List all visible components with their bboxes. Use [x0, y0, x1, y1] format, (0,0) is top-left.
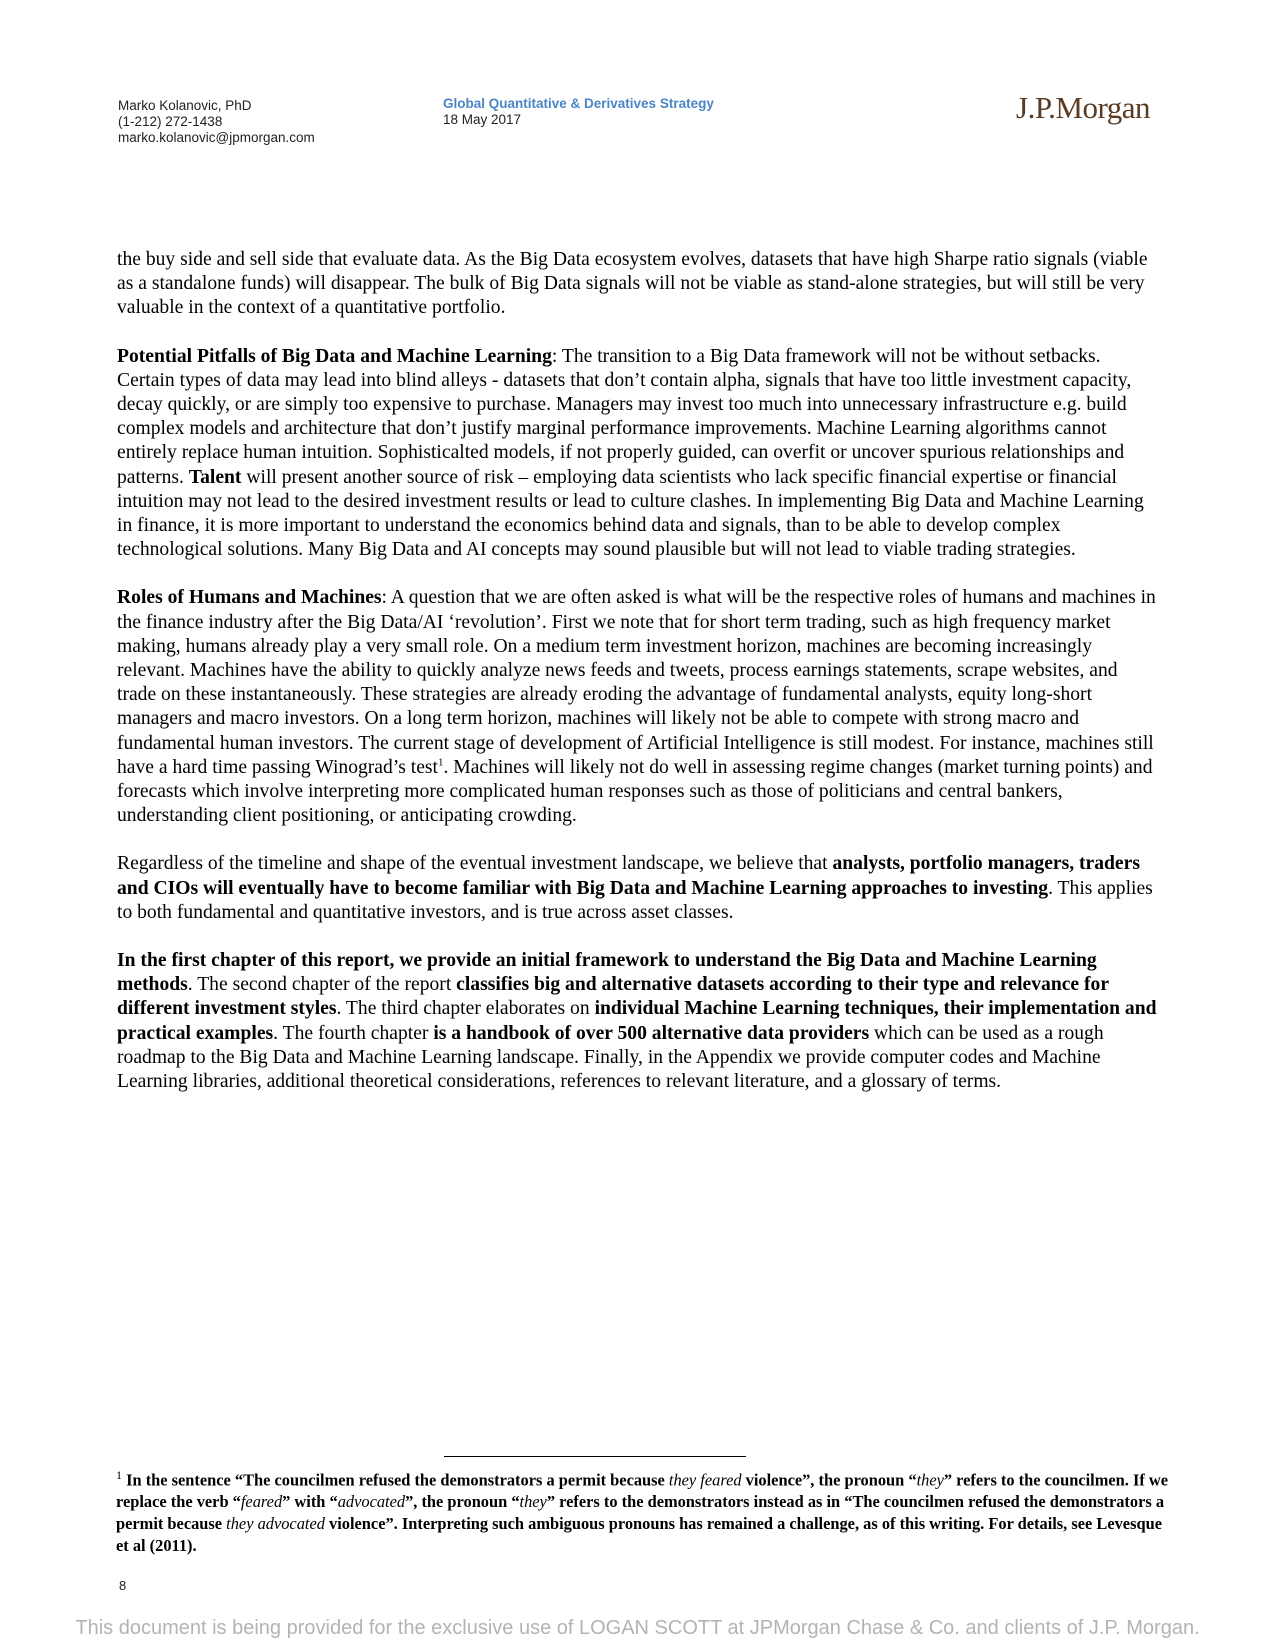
footnote-text-7: violence”. Interpreting such ambiguous pronouns has remained a challenge, as of this writing. For details, see Levesque et al (2011). [116, 1514, 1162, 1555]
chapters-bold-3: individual Machine Learning techniques, their implementation and practical examples [117, 998, 1157, 1044]
body-text [117, 248, 1159, 1118]
roles-heading: Roles of Humans and Machines [117, 587, 382, 609]
roles-text-a: : A question that we are often asked is what will be the respective roles of humans and machines in the finance industry after the Big Data/AI ‘revolution’. First we note that for short term trading, such as high frequency market making, humans already play a very small role. On a medium term investment horizon, machines are becoming increasingly relevant. Machines have the ability to quickly analyze news feeds and tweets, process earnings statements, scrape websites, and trade on these instantaneously. These strategies are already eroding the advantage of fundamental analysts, equity long-short managers and macro investors. On a long term horizon, machines will likely not be able to compete with strong macro and fundamental human investors. The current stage of development of Artificial Intelligence is still modest. For instance, machines still have a hard time passing Winograd’s test [117, 587, 1156, 778]
pitfalls-text-a: : The transition to a Big Data framework will not be without setbacks. Certain types of data may lead into blind alleys - datasets that don’t contain alpha, signals that have too little investment capacity, decay quickly, or are simply too expensive to purchase. Managers may invest too much into unnecessary infrastructure e.g. build complex models and architecture that don’t justify marginal performance improvements. Machine Learning algorithms cannot entirely replace human intuition. Sophisticalted models, if not properly guided, can overfit or uncover spurious relationships and patterns. [117, 345, 1132, 488]
landscape-text-a: Regardless of the timeline and shape of the eventual investment landscape, we believe that [117, 853, 833, 875]
author-name: Marko Kolanovic, PhD [118, 98, 252, 113]
paragraph-pitfalls [117, 345, 1159, 563]
footnote-marker: 1 [116, 1468, 122, 1482]
footnote-text-4: ” with “ [282, 1492, 338, 1512]
pitfalls-heading: Potential Pitfalls of Big Data and Machine Learning [117, 345, 552, 367]
jpmorgan-logo: J.P.Morgan [1016, 90, 1150, 125]
pitfalls-text-b: will present another source of risk – employing data scientists who lack specific financial expertise or financial intuition may not lead to the desired investment results or lead to culture clashes. In implementing Big Data and Machine Learning in finance, it is more important to understand the economics behind data and signals, than to be able to develop complex technological solutions. Many Big Data and AI concepts may sound plausible but will not lead to viable trading strategies. [117, 466, 1144, 561]
author-phone: (1-212) 272-1438 [118, 114, 223, 129]
landscape-text-b: . This applies to both fundamental and quantitative investors, and is true across asset classes. [117, 877, 1153, 923]
paragraph-intro-text: the buy side and sell side that evaluate data. As the Big Data ecosystem evolves, datasets that have high Sharpe ratio signals (viable as a standalone funds) will disappear. The bulk of Big Data signals will not be viable as stand-alone strategies, but will still be very valuable in the context of a quantitative portfolio. [117, 249, 1148, 319]
paragraph-roles [117, 586, 1159, 828]
roles-text-b: . Machines will likely not do well in assessing regime changes (market turning points) and forecasts which involve interpreting more complicated human responses such as those of politicians and central bankers, understanding client positioning, or anticipating crowding. [117, 756, 1153, 827]
paragraph-intro [117, 248, 1159, 321]
footnote-italic-2: they [916, 1470, 944, 1490]
author-block [118, 98, 315, 146]
footnote-italic-1: they feared [668, 1470, 742, 1490]
footnote-divider [444, 1456, 746, 1457]
footnote [116, 1465, 1168, 1557]
department-title: Global Quantitative & Derivatives Strategy [443, 96, 714, 111]
footnote-text-6: ” refers to the demonstrators instead as in “The councilmen refused the demonstrators a permit because [116, 1492, 1165, 1534]
page-number: 8 [119, 1578, 127, 1593]
footnote-reference[interactable]: 1 [437, 756, 444, 769]
chapters-bold-2: classifies big and alternative datasets according to their type and relevance for different investment styles [117, 974, 1109, 1020]
distribution-disclaimer: This document is being provided for the exclusive use of LOGAN SCOTT at JPMorgan Chase & Co. and clients of J.P. Morgan. [75, 1617, 1200, 1639]
chapters-bold-4: is a handbook of over 500 alternative data providers [433, 1022, 870, 1044]
chapters-text-b: . The third chapter elaborates on [336, 998, 595, 1020]
landscape-bold: analysts, portfolio managers, traders and CIOs will eventually have to become familiar with Big Data and Machine Learning approaches to investing [117, 853, 1140, 899]
footnote-italic-6: they advocated [226, 1514, 325, 1534]
paragraph-chapters [117, 949, 1159, 1094]
paragraph-landscape [117, 852, 1159, 925]
chapters-bold-1: In the first chapter of this report, we provide an initial framework to understand the Big Data and Machine Learning methods [117, 950, 1097, 996]
chapters-text-d: which can be used as a rough roadmap to the Big Data and Machine Learning landscape. Finally, in the Appendix we provide computer codes and Machine Learning libraries, additional theoretical considerations, references to relevant literature, and a glossary of terms. [117, 1022, 1104, 1093]
footnote-text-5: ”, the pronoun “ [405, 1492, 520, 1512]
author-email: marko.kolanovic@jpmorgan.com [118, 130, 315, 145]
report-date: 18 May 2017 [443, 112, 522, 127]
footnote-italic-4: advocated [337, 1492, 406, 1512]
footnote-italic-3: feared [240, 1492, 283, 1512]
report-info [443, 96, 714, 128]
footnote-italic-5: they [519, 1492, 547, 1512]
footnote-text-3: ” refers to the councilmen. If we replace the verb “ [116, 1470, 1168, 1512]
footnote-text-1: In the sentence “The councilmen refused the demonstrators a permit because [122, 1470, 669, 1490]
talent-bold: Talent [188, 466, 242, 488]
footnote-text-2: violence”, the pronoun “ [741, 1470, 917, 1490]
chapters-text-c: . The fourth chapter [273, 1022, 434, 1044]
chapters-text-a: . The second chapter of the report [187, 974, 457, 996]
